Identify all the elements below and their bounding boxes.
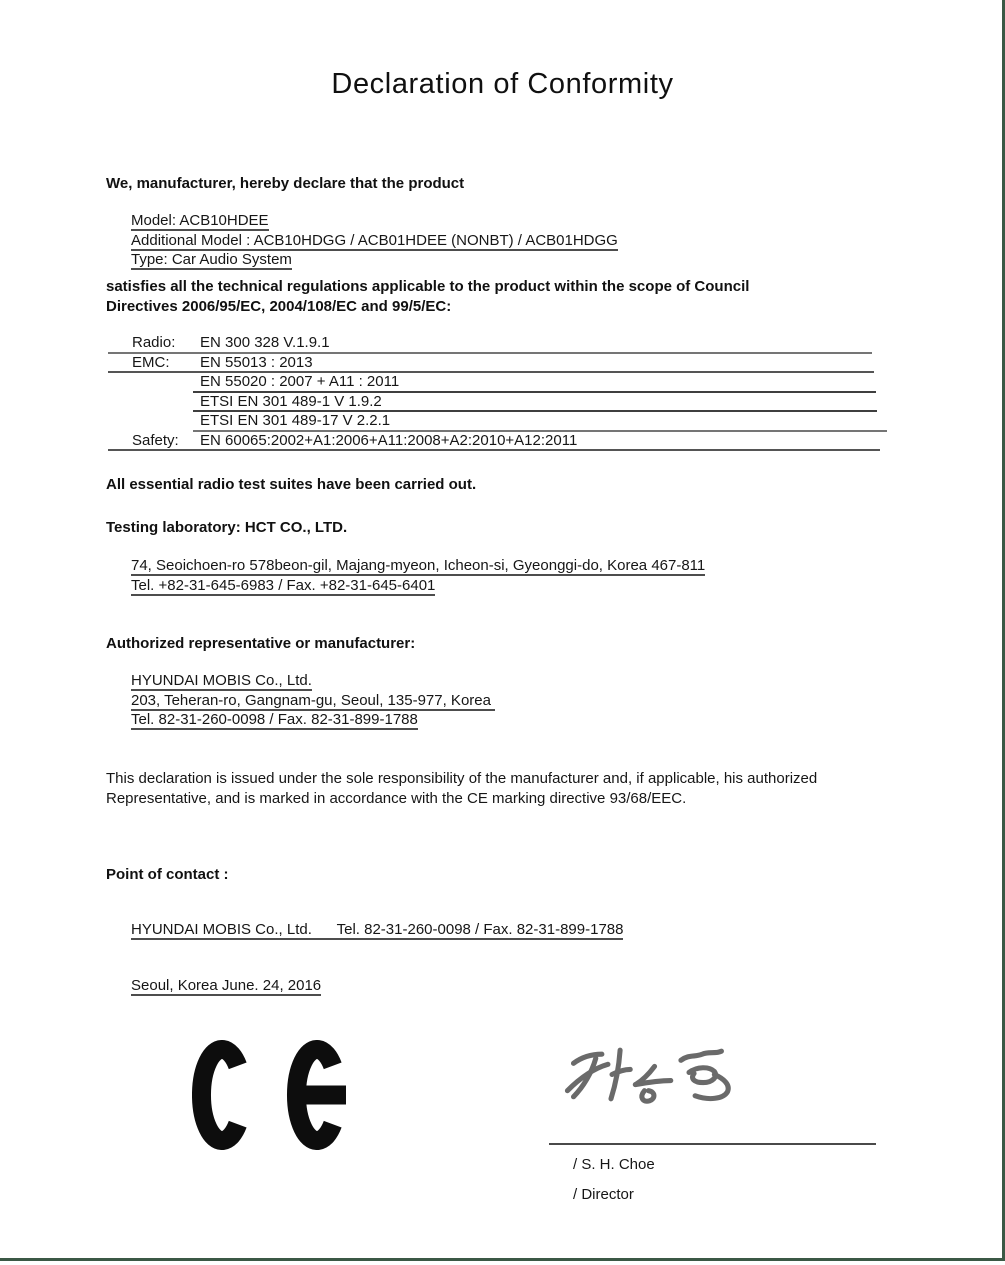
product-additional-model: Additional Model : ACB10HDGG / ACB01HDEE (NONBT) / ACB01HDGG xyxy=(131,231,618,249)
radio-test-statement: All essential radio test suites have been carried out. xyxy=(106,476,477,493)
rep-address: 203, Teheran-ro, Gangnam-gu, Seoul, 135-977, Korea xyxy=(131,691,496,709)
satisfies-statement xyxy=(106,277,749,316)
signature-icon xyxy=(560,1038,740,1114)
ce-mark-icon xyxy=(192,1040,348,1150)
standard-value: EN 55013 : 2013 xyxy=(200,353,313,371)
place-date-line: Seoul, Korea June. 24, 2016 xyxy=(131,977,322,994)
standard-value: EN 60065:2002+A1:2006+A11:2008+A2:2010+A12:2011 xyxy=(200,431,578,449)
responsibility-line-2: Representative, and is marked in accordance with the CE marking directive 93/68/EEC. xyxy=(106,789,687,807)
standard-value: ETSI EN 301 489-1 V 1.9.2 xyxy=(200,392,382,410)
standard-value: ETSI EN 301 489-17 V 2.2.1 xyxy=(200,412,391,429)
standard-value: EN 300 328 V.1.9.1 xyxy=(200,334,330,351)
product-block xyxy=(131,212,618,271)
product-model: Model: ACB10HDEE xyxy=(131,212,269,229)
authorized-rep-heading: Authorized representative or manufacturer: xyxy=(106,635,416,652)
document-title: Declaration of Conformity xyxy=(331,68,674,100)
standard-row-emc-2 xyxy=(193,373,876,393)
standard-row-radio xyxy=(108,334,872,354)
standard-value: EN 55020 : 2007 + A11 : 2011 xyxy=(200,373,400,390)
standard-row-safety xyxy=(108,432,880,452)
signer-name: / S. H. Choe xyxy=(573,1156,655,1173)
standard-row-emc-4 xyxy=(193,412,887,432)
scan-edge-bottom xyxy=(0,1258,1005,1261)
authorized-rep-block xyxy=(131,672,495,731)
contact-company-phone: HYUNDAI MOBIS Co., Ltd. Tel. 82-31-260-0098 / Fax. 82-31-899-1788 xyxy=(131,921,624,938)
satisfies-line-2: Directives 2006/95/EC, 2004/108/EC and 99/5/EC: xyxy=(106,297,452,315)
testing-laboratory-heading: Testing laboratory: HCT CO., LTD. xyxy=(106,519,348,536)
intro-statement: We, manufacturer, hereby declare that the product xyxy=(106,175,465,192)
satisfies-line-1: satisfies all the technical regulations applicable to the product within the scope of Council xyxy=(106,278,750,295)
testing-laboratory-block xyxy=(131,557,705,596)
signature-rule xyxy=(549,1143,876,1145)
rep-company: HYUNDAI MOBIS Co., Ltd. xyxy=(131,672,312,689)
standard-row-emc xyxy=(108,354,874,374)
standard-label: EMC: xyxy=(132,353,170,371)
lab-address: 74, Seoichoen-ro 578beon-gil, Majang-myeon, Icheon-si, Gyeonggi-do, Korea 467-811 xyxy=(131,557,706,574)
signer-title: / Director xyxy=(573,1186,634,1203)
standard-row-emc-3 xyxy=(193,393,877,413)
standard-label: Safety: xyxy=(132,431,179,449)
point-of-contact-heading: Point of contact : xyxy=(106,866,229,883)
product-type: Type: Car Audio System xyxy=(131,251,292,268)
rep-phone: Tel. 82-31-260-0098 / Fax. 82-31-899-1788 xyxy=(131,711,418,728)
responsibility-line-1: This declaration is issued under the sole responsibility of the manufacturer and, if applicable, his authorized xyxy=(106,770,818,787)
responsibility-statement xyxy=(106,769,817,808)
standards-table xyxy=(108,334,880,451)
lab-phone: Tel. +82-31-645-6983 / Fax. +82-31-645-6401 xyxy=(131,576,436,594)
standard-label: Radio: xyxy=(132,334,176,351)
